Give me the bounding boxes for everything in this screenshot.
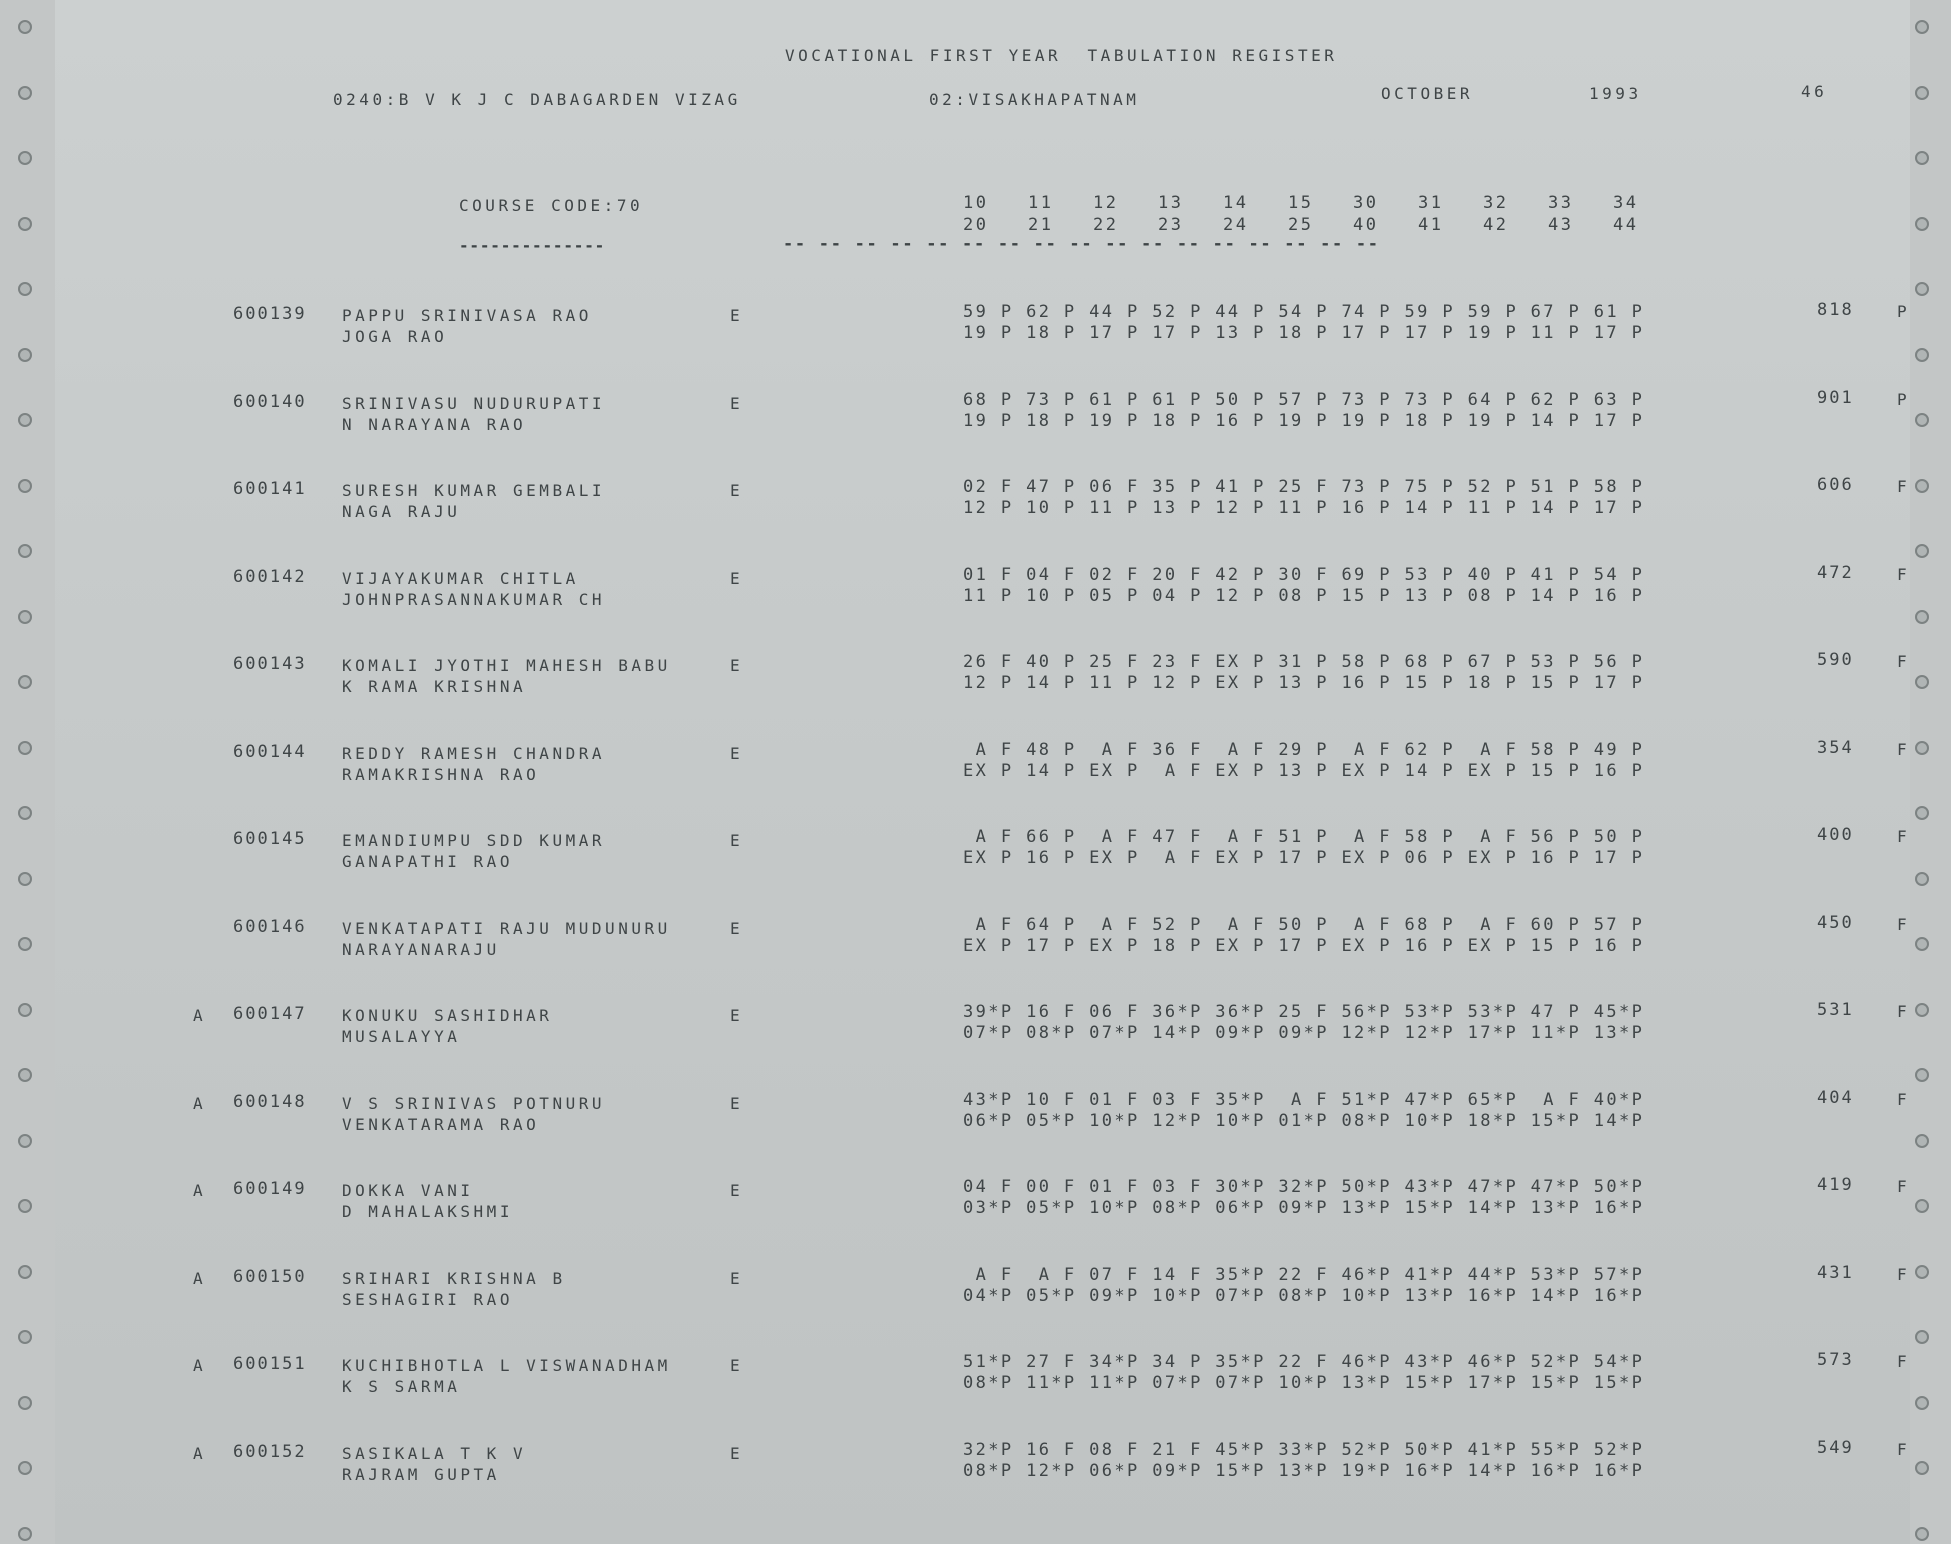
marks-line-1: 39*P 16 F 06 F 36*P 36*P 25 F 56*P 53*P 53*P 47 P 45*P	[963, 1002, 1645, 1022]
tabulation-sheet	[55, 0, 1910, 1544]
marks-line-2: EX P 14 P EX P A F EX P 13 P EX P 14 P EX P 15 P 16 P	[963, 760, 1645, 781]
medium-code: E	[730, 568, 744, 588]
subject-column	[1158, 192, 1223, 236]
tractor-hole	[1915, 1396, 1929, 1410]
total-marks: 431	[1817, 1262, 1854, 1283]
tractor-hole	[1915, 1199, 1929, 1213]
result-status: F	[1897, 739, 1911, 759]
table-row	[185, 1175, 1945, 1235]
student-name: VENKATAPATI RAJU MUDUNURU	[342, 918, 671, 938]
total-marks: 404	[1817, 1087, 1854, 1108]
student-name: DOKKA VANI	[342, 1181, 474, 1200]
marks-line-2: 11 P 10 P 05 P 04 P 12 P 08 P 15 P 13 P 08 P 14 P 16 P	[963, 585, 1645, 606]
subject-code-top: 33	[1548, 193, 1574, 213]
total-marks: 354	[1817, 737, 1854, 758]
subject-column-headers	[963, 192, 1678, 236]
tractor-hole	[18, 610, 32, 624]
total-marks: 549	[1817, 1437, 1854, 1458]
tractor-hole	[1915, 610, 1929, 624]
tractor-hole	[18, 1330, 32, 1344]
subject-column	[1093, 192, 1158, 236]
tractor-hole	[1915, 937, 1929, 951]
table-row	[185, 475, 1945, 535]
student-name: SASIKALA T K V	[342, 1443, 527, 1463]
tractor-hole	[18, 86, 32, 100]
tractor-hole	[1915, 1003, 1929, 1017]
marks-line-2: 03*P 05*P 10*P 08*P 06*P 09*P 13*P 15*P 14*P 13*P 16*P	[963, 1198, 1645, 1218]
medium-code: E	[730, 1181, 744, 1200]
tractor-hole	[18, 937, 32, 951]
subject-code-bottom: 43	[1548, 215, 1574, 235]
medium-code: E	[730, 306, 744, 325]
table-row	[185, 913, 1945, 973]
exam-year: 1993	[1589, 84, 1642, 103]
tractor-hole	[18, 1068, 32, 1082]
result-status: F	[1897, 1264, 1911, 1284]
subject-code-bottom: 23	[1158, 215, 1184, 235]
tractor-hole	[18, 1396, 32, 1410]
student-name: VIJAYAKUMAR CHITLA	[342, 568, 579, 588]
right-tractor-holes	[1903, 0, 1943, 1544]
tractor-hole	[18, 806, 32, 820]
tractor-hole	[1915, 217, 1929, 231]
marks-line-1: 26 F 40 P 25 F 23 F EX P 31 P 58 P 68 P 67 P 53 P 56 P	[963, 652, 1645, 672]
record-flag: A	[193, 1181, 207, 1200]
subject-code-top: 13	[1158, 193, 1184, 213]
marks-line-2: 04*P 05*P 09*P 10*P 07*P 08*P 10*P 13*P 16*P 14*P 16*P	[963, 1285, 1645, 1306]
total-marks: 818	[1817, 300, 1854, 320]
hall-ticket-number: 600149	[233, 1179, 307, 1199]
parent-name: D MAHALAKSHMI	[342, 1202, 513, 1221]
student-name: V S SRINIVAS POTNURU	[342, 1093, 606, 1113]
tractor-hole	[18, 872, 32, 886]
total-marks: 531	[1817, 1000, 1854, 1020]
marks-line-2: 06*P 05*P 10*P 12*P 10*P 01*P 08*P 10*P 18*P 15*P 14*P	[963, 1110, 1645, 1131]
tractor-hole	[1915, 479, 1929, 493]
tractor-hole	[1915, 1527, 1929, 1541]
tractor-hole	[1915, 282, 1929, 296]
subject-code-bottom: 44	[1613, 215, 1639, 235]
subject-code-bottom: 20	[963, 215, 989, 235]
result-status: F	[1897, 827, 1911, 846]
subject-code-top: 31	[1418, 193, 1444, 213]
marks-line-1: 59 P 62 P 44 P 52 P 44 P 54 P 74 P 59 P 59 P 67 P 61 P	[963, 302, 1645, 322]
total-marks: 472	[1817, 562, 1854, 583]
table-row	[185, 1263, 1945, 1323]
tractor-hole	[18, 348, 32, 362]
result-status: F	[1897, 652, 1911, 671]
marks-line-2: EX P 17 P EX P 18 P EX P 17 P EX P 16 P EX P 15 P 16 P	[963, 935, 1645, 956]
marks-line-2: 19 P 18 P 17 P 17 P 13 P 18 P 17 P 17 P 19 P 11 P 17 P	[963, 323, 1645, 343]
tractor-hole	[18, 675, 32, 689]
district: 02:VISAKHAPATNAM	[929, 90, 1140, 109]
record-flag: A	[193, 1268, 207, 1288]
tractor-hole	[1915, 1068, 1929, 1082]
tractor-hole	[1915, 1461, 1929, 1475]
tractor-hole	[18, 1265, 32, 1279]
marks-line-1: 68 P 73 P 61 P 61 P 50 P 57 P 73 P 73 P 64 P 62 P 63 P	[963, 389, 1645, 410]
tractor-hole	[1915, 151, 1929, 165]
tractor-hole	[1915, 806, 1929, 820]
subject-column	[1028, 192, 1093, 236]
result-status: F	[1897, 477, 1911, 496]
medium-code: E	[730, 1443, 744, 1463]
table-row	[185, 1438, 1945, 1498]
medium-code: E	[730, 481, 744, 500]
subject-column	[1418, 192, 1483, 236]
subject-code-top: 30	[1353, 193, 1379, 213]
hall-ticket-number: 600148	[233, 1091, 307, 1112]
hall-ticket-number: 600144	[233, 741, 307, 762]
result-status: F	[1897, 1352, 1911, 1371]
subject-code-top: 10	[963, 193, 989, 213]
result-status: F	[1897, 914, 1911, 934]
course-underline: --------------	[459, 236, 606, 255]
result-status: P	[1897, 302, 1911, 321]
hall-ticket-number: 600147	[233, 1004, 307, 1024]
medium-code: E	[730, 831, 744, 850]
marks-line-2: EX P 16 P EX P A F EX P 17 P EX P 06 P EX P 16 P 17 P	[963, 848, 1645, 868]
marks-line-2: 07*P 08*P 07*P 14*P 09*P 09*P 12*P 12*P 17*P 11*P 13*P	[963, 1023, 1645, 1043]
tractor-hole	[1915, 741, 1929, 755]
subject-column	[1548, 192, 1613, 236]
medium-code: E	[730, 1093, 744, 1113]
subject-code-bottom: 25	[1288, 215, 1314, 235]
student-name: SRIHARI KRISHNA B	[342, 1268, 566, 1288]
record-flag: A	[193, 1443, 207, 1463]
hall-ticket-number: 600145	[233, 829, 307, 849]
tractor-hole	[18, 282, 32, 296]
hall-ticket-number: 600142	[233, 566, 307, 587]
tractor-hole	[18, 1527, 32, 1541]
parent-name: K S SARMA	[342, 1377, 461, 1396]
left-tractor-holes	[8, 0, 48, 1544]
tractor-hole	[1915, 1265, 1929, 1279]
column-dashes: -- -- -- -- -- -- -- -- -- -- -- -- -- -- -- -- --	[783, 234, 1380, 254]
parent-name: SESHAGIRI RAO	[342, 1289, 513, 1309]
marks-line-1: 02 F 47 P 06 F 35 P 41 P 25 F 73 P 75 P 52 P 51 P 58 P	[963, 477, 1645, 497]
tractor-hole	[1915, 413, 1929, 427]
table-row	[185, 1000, 1945, 1060]
parent-name: NAGA RAJU	[342, 502, 461, 521]
tractor-hole	[1915, 675, 1929, 689]
result-status: F	[1897, 1177, 1911, 1196]
table-row	[185, 738, 1945, 798]
marks-line-1: 32*P 16 F 08 F 21 F 45*P 33*P 52*P 50*P 41*P 55*P 52*P	[963, 1439, 1645, 1460]
marks-line-2: 12 P 10 P 11 P 13 P 12 P 11 P 16 P 14 P 11 P 14 P 17 P	[963, 498, 1645, 518]
parent-name: GANAPATHI RAO	[342, 852, 513, 871]
marks-line-1: A F 64 P A F 52 P A F 50 P A F 68 P A F 60 P 57 P	[963, 914, 1645, 935]
subject-code-bottom: 41	[1418, 215, 1444, 235]
tractor-hole	[1915, 544, 1929, 558]
table-row	[185, 300, 1945, 360]
table-row	[185, 388, 1945, 448]
medium-code: E	[730, 1356, 744, 1375]
medium-code: E	[730, 1006, 744, 1025]
marks-line-2: 08*P 11*P 11*P 07*P 07*P 10*P 13*P 15*P 17*P 15*P 15*P	[963, 1373, 1645, 1393]
school-code: 0240:B V K J C DABAGARDEN VIZAG	[333, 90, 741, 109]
parent-name: RAMAKRISHNA RAO	[342, 764, 540, 784]
hall-ticket-number: 600143	[233, 654, 307, 674]
student-name: SRINIVASU NUDURUPATI	[342, 393, 606, 413]
subject-code-bottom: 22	[1093, 215, 1119, 235]
total-marks: 573	[1817, 1350, 1854, 1370]
total-marks: 419	[1817, 1175, 1854, 1195]
subject-code-top: 15	[1288, 193, 1314, 213]
subject-code-bottom: 40	[1353, 215, 1379, 235]
tractor-hole	[18, 1003, 32, 1017]
total-marks: 590	[1817, 650, 1854, 670]
exam-month: OCTOBER	[1381, 84, 1474, 103]
medium-code: E	[730, 918, 744, 938]
medium-code: E	[730, 656, 744, 675]
result-status: F	[1897, 1002, 1911, 1021]
subject-column	[1483, 192, 1548, 236]
subject-column	[963, 192, 1028, 236]
marks-line-1: A F 66 P A F 47 F A F 51 P A F 58 P A F 56 P 50 P	[963, 827, 1645, 847]
hall-ticket-number: 600140	[233, 391, 307, 412]
table-row	[185, 563, 1945, 623]
tractor-hole	[18, 1134, 32, 1148]
marks-line-2: 19 P 18 P 19 P 18 P 16 P 19 P 19 P 18 P 19 P 14 P 17 P	[963, 410, 1645, 431]
tractor-hole	[18, 1199, 32, 1213]
tractor-hole	[1915, 348, 1929, 362]
subject-code-bottom: 24	[1223, 215, 1249, 235]
total-marks: 901	[1817, 387, 1854, 408]
parent-name: JOHNPRASANNAKUMAR CH	[342, 589, 606, 609]
tractor-hole	[18, 479, 32, 493]
subject-code-top: 11	[1028, 193, 1054, 213]
parent-name: RAJRAM GUPTA	[342, 1464, 500, 1484]
hall-ticket-number: 600139	[233, 304, 307, 324]
marks-line-1: 01 F 04 F 02 F 20 F 42 P 30 F 69 P 53 P 40 P 41 P 54 P	[963, 564, 1645, 585]
result-status: F	[1897, 1439, 1911, 1459]
medium-code: E	[730, 743, 744, 763]
marks-line-1: A F 48 P A F 36 F A F 29 P A F 62 P A F 58 P 49 P	[963, 739, 1645, 760]
parent-name: JOGA RAO	[342, 327, 448, 346]
student-name: KUCHIBHOTLA L VISWANADHAM	[342, 1356, 671, 1375]
student-name: KOMALI JYOTHI MAHESH BABU	[342, 656, 671, 675]
tractor-hole	[1915, 872, 1929, 886]
parent-name: NARAYANARAJU	[342, 939, 500, 959]
tractor-hole	[18, 217, 32, 231]
subject-column	[1353, 192, 1418, 236]
hall-ticket-number: 600150	[233, 1266, 307, 1287]
medium-code: E	[730, 393, 744, 413]
record-flag: A	[193, 1356, 207, 1375]
marks-line-1: A F A F 07 F 14 F 35*P 22 F 46*P 41*P 44*P 53*P 57*P	[963, 1264, 1645, 1285]
subject-code-top: 34	[1613, 193, 1639, 213]
marks-line-1: 04 F 00 F 01 F 03 F 30*P 32*P 50*P 43*P 47*P 47*P 50*P	[963, 1177, 1645, 1197]
tractor-hole	[18, 151, 32, 165]
total-marks: 400	[1817, 825, 1854, 845]
medium-code: E	[730, 1268, 744, 1288]
parent-name: N NARAYANA RAO	[342, 414, 527, 434]
parent-name: K RAMA KRISHNA	[342, 677, 527, 696]
subject-column	[1288, 192, 1353, 236]
record-flag: A	[193, 1093, 207, 1113]
tractor-hole	[18, 1461, 32, 1475]
register-title: VOCATIONAL FIRST YEAR TABULATION REGISTER	[785, 46, 1338, 65]
subject-code-top: 14	[1223, 193, 1249, 213]
parent-name: VENKATARAMA RAO	[342, 1114, 540, 1134]
record-flag: A	[193, 1006, 207, 1025]
marks-line-1: 43*P 10 F 01 F 03 F 35*P A F 51*P 47*P 65*P A F 40*P	[963, 1089, 1645, 1110]
hall-ticket-number: 600151	[233, 1354, 307, 1374]
result-status: P	[1897, 389, 1911, 409]
result-status: F	[1897, 1089, 1911, 1109]
student-name: KONUKU SASHIDHAR	[342, 1006, 553, 1025]
tractor-hole	[18, 544, 32, 558]
table-row	[185, 1088, 1945, 1148]
student-name: SURESH KUMAR GEMBALI	[342, 481, 606, 500]
student-name: EMANDIUMPU SDD KUMAR	[342, 831, 606, 850]
student-name: REDDY RAMESH CHANDRA	[342, 743, 606, 763]
tractor-hole	[18, 413, 32, 427]
tractor-hole	[1915, 86, 1929, 100]
subject-code-bottom: 21	[1028, 215, 1054, 235]
tractor-hole	[18, 20, 32, 34]
total-marks: 606	[1817, 475, 1854, 495]
page-number: 46	[1801, 82, 1828, 101]
hall-ticket-number: 600146	[233, 916, 307, 937]
subject-code-top: 32	[1483, 193, 1509, 213]
subject-column	[1613, 192, 1678, 236]
table-row	[185, 1350, 1945, 1410]
marks-line-2: 12 P 14 P 11 P 12 P EX P 13 P 16 P 15 P 18 P 15 P 17 P	[963, 673, 1645, 693]
table-row	[185, 825, 1945, 885]
parent-name: MUSALAYYA	[342, 1027, 461, 1046]
tractor-hole	[1915, 20, 1929, 34]
tractor-hole	[1915, 1134, 1929, 1148]
table-row	[185, 650, 1945, 710]
subject-code-bottom: 42	[1483, 215, 1509, 235]
marks-line-1: 51*P 27 F 34*P 34 P 35*P 22 F 46*P 43*P 46*P 52*P 54*P	[963, 1352, 1645, 1372]
hall-ticket-number: 600141	[233, 479, 307, 499]
tractor-hole	[1915, 1330, 1929, 1344]
subject-code-top: 12	[1093, 193, 1119, 213]
subject-column	[1223, 192, 1288, 236]
result-status: F	[1897, 564, 1911, 584]
course-code-label: COURSE CODE:70	[459, 196, 644, 215]
tractor-hole	[18, 741, 32, 755]
total-marks: 450	[1817, 912, 1854, 933]
student-name: PAPPU SRINIVASA RAO	[342, 306, 592, 325]
hall-ticket-number: 600152	[233, 1441, 307, 1462]
marks-line-2: 08*P 12*P 06*P 09*P 15*P 13*P 19*P 16*P 14*P 16*P 16*P	[963, 1460, 1645, 1481]
